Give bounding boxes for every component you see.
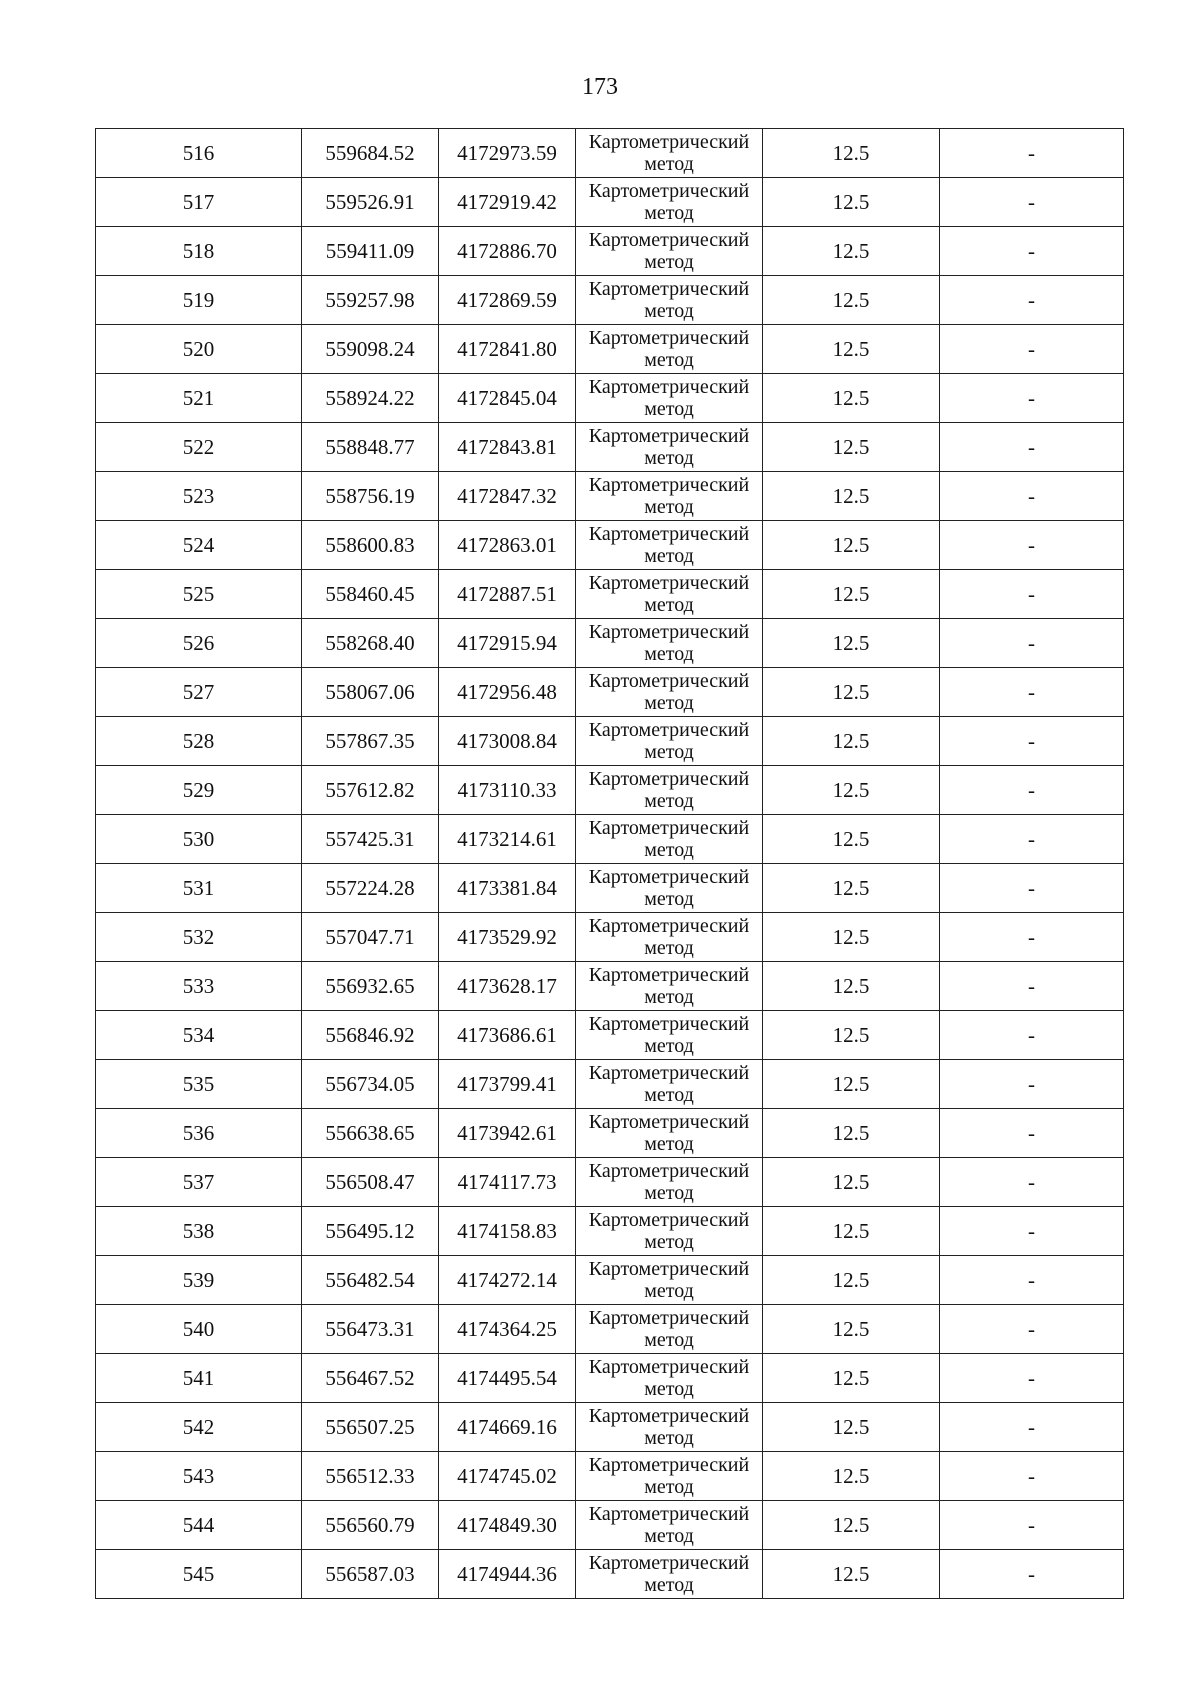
note-cell: - [940, 521, 1124, 570]
note-cell: - [940, 815, 1124, 864]
x-coordinate-cell: 559411.09 [302, 227, 439, 276]
method-label-line1: Картометрический [588, 915, 750, 937]
method-label-line2: метод [644, 447, 694, 469]
note-cell: - [940, 374, 1124, 423]
accuracy-cell: 12.5 [763, 1354, 940, 1403]
method-label-line1: Картометрический [588, 1405, 750, 1427]
table-row [96, 276, 1124, 325]
note-cell: - [940, 864, 1124, 913]
method-cell [576, 1256, 763, 1305]
method-label-line2: метод [644, 692, 694, 714]
table-row [96, 1060, 1124, 1109]
note-cell: - [940, 1060, 1124, 1109]
accuracy-cell: 12.5 [763, 1403, 940, 1452]
x-coordinate-cell: 557047.71 [302, 913, 439, 962]
method-cell [576, 1403, 763, 1452]
x-coordinate-cell: 556508.47 [302, 1158, 439, 1207]
accuracy-cell: 12.5 [763, 1256, 940, 1305]
x-coordinate-cell: 559684.52 [302, 129, 439, 178]
point-number-cell: 531 [96, 864, 302, 913]
note-cell: - [940, 962, 1124, 1011]
coordinates-table-body [96, 129, 1124, 1599]
note-cell: - [940, 1011, 1124, 1060]
y-coordinate-cell: 4173799.41 [439, 1060, 576, 1109]
x-coordinate-cell: 556467.52 [302, 1354, 439, 1403]
note-cell: - [940, 570, 1124, 619]
method-cell [576, 766, 763, 815]
table-row [96, 423, 1124, 472]
point-number-cell: 521 [96, 374, 302, 423]
method-label-line1: Картометрический [588, 1307, 750, 1329]
method-label-line2: метод [644, 1378, 694, 1400]
x-coordinate-cell: 557224.28 [302, 864, 439, 913]
accuracy-cell: 12.5 [763, 374, 940, 423]
method-label-line1: Картометрический [588, 768, 750, 790]
method-label-line1: Картометрический [588, 1111, 750, 1133]
y-coordinate-cell: 4172847.32 [439, 472, 576, 521]
y-coordinate-cell: 4173686.61 [439, 1011, 576, 1060]
method-label-line2: метод [644, 153, 694, 175]
accuracy-cell: 12.5 [763, 717, 940, 766]
note-cell: - [940, 1158, 1124, 1207]
method-label-line1: Картометрический [588, 376, 750, 398]
method-cell [576, 1158, 763, 1207]
y-coordinate-cell: 4172956.48 [439, 668, 576, 717]
accuracy-cell: 12.5 [763, 1158, 940, 1207]
point-number-cell: 534 [96, 1011, 302, 1060]
x-coordinate-cell: 559257.98 [302, 276, 439, 325]
note-cell: - [940, 1256, 1124, 1305]
y-coordinate-cell: 4174272.14 [439, 1256, 576, 1305]
y-coordinate-cell: 4174158.83 [439, 1207, 576, 1256]
method-cell [576, 1501, 763, 1550]
method-cell [576, 864, 763, 913]
method-cell [576, 472, 763, 521]
table-row [96, 374, 1124, 423]
x-coordinate-cell: 558600.83 [302, 521, 439, 570]
y-coordinate-cell: 4174745.02 [439, 1452, 576, 1501]
table-row [96, 619, 1124, 668]
y-coordinate-cell: 4174669.16 [439, 1403, 576, 1452]
method-label-line2: метод [644, 202, 694, 224]
method-label-line2: метод [644, 496, 694, 518]
accuracy-cell: 12.5 [763, 276, 940, 325]
table-row [96, 1305, 1124, 1354]
method-cell [576, 1452, 763, 1501]
x-coordinate-cell: 556560.79 [302, 1501, 439, 1550]
point-number-cell: 525 [96, 570, 302, 619]
table-row [96, 570, 1124, 619]
point-number-cell: 518 [96, 227, 302, 276]
accuracy-cell: 12.5 [763, 619, 940, 668]
method-label-line2: метод [644, 1280, 694, 1302]
point-number-cell: 541 [96, 1354, 302, 1403]
method-label-line1: Картометрический [588, 1209, 750, 1231]
method-label-line2: метод [644, 1329, 694, 1351]
accuracy-cell: 12.5 [763, 815, 940, 864]
method-label-line2: метод [644, 839, 694, 861]
y-coordinate-cell: 4172887.51 [439, 570, 576, 619]
point-number-cell: 540 [96, 1305, 302, 1354]
accuracy-cell: 12.5 [763, 570, 940, 619]
method-label-line1: Картометрический [588, 131, 750, 153]
point-number-cell: 520 [96, 325, 302, 374]
note-cell: - [940, 1207, 1124, 1256]
y-coordinate-cell: 4172869.59 [439, 276, 576, 325]
method-cell [576, 178, 763, 227]
note-cell: - [940, 1550, 1124, 1599]
method-label-line2: метод [644, 349, 694, 371]
method-label-line2: метод [644, 545, 694, 567]
note-cell: - [940, 766, 1124, 815]
table-row [96, 766, 1124, 815]
y-coordinate-cell: 4174364.25 [439, 1305, 576, 1354]
table-row [96, 1207, 1124, 1256]
x-coordinate-cell: 558848.77 [302, 423, 439, 472]
method-cell [576, 668, 763, 717]
method-cell [576, 1109, 763, 1158]
method-cell [576, 276, 763, 325]
y-coordinate-cell: 4172841.80 [439, 325, 576, 374]
note-cell: - [940, 1305, 1124, 1354]
note-cell: - [940, 227, 1124, 276]
table-row [96, 1403, 1124, 1452]
table-row [96, 717, 1124, 766]
coordinates-table [95, 128, 1124, 1599]
x-coordinate-cell: 556587.03 [302, 1550, 439, 1599]
accuracy-cell: 12.5 [763, 1550, 940, 1599]
method-cell [576, 717, 763, 766]
y-coordinate-cell: 4173110.33 [439, 766, 576, 815]
method-label-line1: Картометрический [588, 180, 750, 202]
point-number-cell: 532 [96, 913, 302, 962]
method-cell [576, 1550, 763, 1599]
method-label-line1: Картометрический [588, 1013, 750, 1035]
table-row [96, 1011, 1124, 1060]
accuracy-cell: 12.5 [763, 129, 940, 178]
y-coordinate-cell: 4172843.81 [439, 423, 576, 472]
method-label-line2: метод [644, 251, 694, 273]
method-label-line2: метод [644, 1476, 694, 1498]
method-label-line1: Картометрический [588, 670, 750, 692]
accuracy-cell: 12.5 [763, 1060, 940, 1109]
method-label-line1: Картометрический [588, 719, 750, 741]
y-coordinate-cell: 4174849.30 [439, 1501, 576, 1550]
accuracy-cell: 12.5 [763, 325, 940, 374]
table-row [96, 1109, 1124, 1158]
table-row [96, 129, 1124, 178]
x-coordinate-cell: 556495.12 [302, 1207, 439, 1256]
method-label-line2: метод [644, 1574, 694, 1596]
table-row [96, 1354, 1124, 1403]
table-row [96, 227, 1124, 276]
y-coordinate-cell: 4174944.36 [439, 1550, 576, 1599]
method-label-line1: Картометрический [588, 572, 750, 594]
note-cell: - [940, 276, 1124, 325]
note-cell: - [940, 1501, 1124, 1550]
method-label-line1: Картометрический [588, 327, 750, 349]
method-label-line1: Картометрический [588, 523, 750, 545]
method-label-line1: Картометрический [588, 1356, 750, 1378]
method-cell [576, 325, 763, 374]
x-coordinate-cell: 558460.45 [302, 570, 439, 619]
x-coordinate-cell: 556482.54 [302, 1256, 439, 1305]
method-label-line1: Картометрический [588, 425, 750, 447]
point-number-cell: 542 [96, 1403, 302, 1452]
note-cell: - [940, 423, 1124, 472]
point-number-cell: 544 [96, 1501, 302, 1550]
table-row [96, 1550, 1124, 1599]
method-label-line1: Картометрический [588, 229, 750, 251]
x-coordinate-cell: 556512.33 [302, 1452, 439, 1501]
method-label-line1: Картометрический [588, 817, 750, 839]
point-number-cell: 529 [96, 766, 302, 815]
y-coordinate-cell: 4174117.73 [439, 1158, 576, 1207]
x-coordinate-cell: 558924.22 [302, 374, 439, 423]
table-row [96, 864, 1124, 913]
x-coordinate-cell: 559526.91 [302, 178, 439, 227]
accuracy-cell: 12.5 [763, 227, 940, 276]
method-cell [576, 374, 763, 423]
method-label-line2: метод [644, 790, 694, 812]
x-coordinate-cell: 556507.25 [302, 1403, 439, 1452]
method-cell [576, 521, 763, 570]
method-cell [576, 1354, 763, 1403]
method-label-line1: Картометрический [588, 1062, 750, 1084]
method-label-line2: метод [644, 1035, 694, 1057]
y-coordinate-cell: 4173628.17 [439, 962, 576, 1011]
accuracy-cell: 12.5 [763, 668, 940, 717]
method-cell [576, 1011, 763, 1060]
x-coordinate-cell: 556932.65 [302, 962, 439, 1011]
table-row [96, 1256, 1124, 1305]
y-coordinate-cell: 4173529.92 [439, 913, 576, 962]
y-coordinate-cell: 4172919.42 [439, 178, 576, 227]
point-number-cell: 538 [96, 1207, 302, 1256]
x-coordinate-cell: 559098.24 [302, 325, 439, 374]
x-coordinate-cell: 558756.19 [302, 472, 439, 521]
point-number-cell: 523 [96, 472, 302, 521]
method-cell [576, 1305, 763, 1354]
note-cell: - [940, 1354, 1124, 1403]
note-cell: - [940, 668, 1124, 717]
method-label-line1: Картометрический [588, 278, 750, 300]
x-coordinate-cell: 557867.35 [302, 717, 439, 766]
accuracy-cell: 12.5 [763, 962, 940, 1011]
method-cell [576, 1207, 763, 1256]
y-coordinate-cell: 4172886.70 [439, 227, 576, 276]
point-number-cell: 537 [96, 1158, 302, 1207]
accuracy-cell: 12.5 [763, 472, 940, 521]
y-coordinate-cell: 4172915.94 [439, 619, 576, 668]
accuracy-cell: 12.5 [763, 178, 940, 227]
x-coordinate-cell: 557425.31 [302, 815, 439, 864]
method-cell [576, 570, 763, 619]
note-cell: - [940, 325, 1124, 374]
table-row [96, 1158, 1124, 1207]
note-cell: - [940, 913, 1124, 962]
y-coordinate-cell: 4172973.59 [439, 129, 576, 178]
method-label-line2: метод [644, 741, 694, 763]
method-label-line2: метод [644, 1084, 694, 1106]
table-row [96, 962, 1124, 1011]
point-number-cell: 533 [96, 962, 302, 1011]
y-coordinate-cell: 4174495.54 [439, 1354, 576, 1403]
x-coordinate-cell: 556638.65 [302, 1109, 439, 1158]
point-number-cell: 539 [96, 1256, 302, 1305]
method-label-line1: Картометрический [588, 474, 750, 496]
method-cell [576, 815, 763, 864]
accuracy-cell: 12.5 [763, 766, 940, 815]
method-label-line2: метод [644, 300, 694, 322]
table-row [96, 1452, 1124, 1501]
note-cell: - [940, 472, 1124, 521]
point-number-cell: 530 [96, 815, 302, 864]
point-number-cell: 535 [96, 1060, 302, 1109]
method-cell [576, 423, 763, 472]
y-coordinate-cell: 4173381.84 [439, 864, 576, 913]
accuracy-cell: 12.5 [763, 1011, 940, 1060]
accuracy-cell: 12.5 [763, 864, 940, 913]
method-label-line2: метод [644, 937, 694, 959]
method-label-line2: метод [644, 1427, 694, 1449]
method-label-line2: метод [644, 888, 694, 910]
y-coordinate-cell: 4172863.01 [439, 521, 576, 570]
note-cell: - [940, 178, 1124, 227]
accuracy-cell: 12.5 [763, 1109, 940, 1158]
method-label-line1: Картометрический [588, 1454, 750, 1476]
x-coordinate-cell: 557612.82 [302, 766, 439, 815]
x-coordinate-cell: 556473.31 [302, 1305, 439, 1354]
note-cell: - [940, 1452, 1124, 1501]
y-coordinate-cell: 4173008.84 [439, 717, 576, 766]
method-label-line2: метод [644, 1525, 694, 1547]
point-number-cell: 517 [96, 178, 302, 227]
point-number-cell: 516 [96, 129, 302, 178]
table-row [96, 325, 1124, 374]
table-row [96, 668, 1124, 717]
point-number-cell: 536 [96, 1109, 302, 1158]
point-number-cell: 545 [96, 1550, 302, 1599]
accuracy-cell: 12.5 [763, 1305, 940, 1354]
table-row [96, 178, 1124, 227]
method-cell [576, 619, 763, 668]
x-coordinate-cell: 558268.40 [302, 619, 439, 668]
note-cell: - [940, 717, 1124, 766]
point-number-cell: 524 [96, 521, 302, 570]
point-number-cell: 519 [96, 276, 302, 325]
accuracy-cell: 12.5 [763, 913, 940, 962]
method-label-line2: метод [644, 986, 694, 1008]
table-row [96, 521, 1124, 570]
point-number-cell: 543 [96, 1452, 302, 1501]
note-cell: - [940, 1403, 1124, 1452]
method-label-line1: Картометрический [588, 1160, 750, 1182]
point-number-cell: 527 [96, 668, 302, 717]
method-label-line2: метод [644, 398, 694, 420]
method-label-line1: Картометрический [588, 866, 750, 888]
accuracy-cell: 12.5 [763, 521, 940, 570]
method-label-line2: метод [644, 643, 694, 665]
method-label-line1: Картометрический [588, 1552, 750, 1574]
method-cell [576, 227, 763, 276]
page-number: 173 [582, 74, 618, 100]
y-coordinate-cell: 4173942.61 [439, 1109, 576, 1158]
method-cell [576, 962, 763, 1011]
method-cell [576, 913, 763, 962]
table-row [96, 1501, 1124, 1550]
x-coordinate-cell: 558067.06 [302, 668, 439, 717]
note-cell: - [940, 1109, 1124, 1158]
accuracy-cell: 12.5 [763, 1452, 940, 1501]
method-label-line1: Картометрический [588, 621, 750, 643]
point-number-cell: 522 [96, 423, 302, 472]
table-row [96, 913, 1124, 962]
table-row [96, 472, 1124, 521]
x-coordinate-cell: 556734.05 [302, 1060, 439, 1109]
method-label-line1: Картометрический [588, 1503, 750, 1525]
note-cell: - [940, 129, 1124, 178]
y-coordinate-cell: 4173214.61 [439, 815, 576, 864]
x-coordinate-cell: 556846.92 [302, 1011, 439, 1060]
method-label-line2: метод [644, 1231, 694, 1253]
method-label-line1: Картометрический [588, 1258, 750, 1280]
table-row [96, 815, 1124, 864]
method-label-line2: метод [644, 594, 694, 616]
method-label-line1: Картометрический [588, 964, 750, 986]
accuracy-cell: 12.5 [763, 1501, 940, 1550]
point-number-cell: 526 [96, 619, 302, 668]
accuracy-cell: 12.5 [763, 423, 940, 472]
method-label-line2: метод [644, 1133, 694, 1155]
method-cell [576, 1060, 763, 1109]
point-number-cell: 528 [96, 717, 302, 766]
y-coordinate-cell: 4172845.04 [439, 374, 576, 423]
accuracy-cell: 12.5 [763, 1207, 940, 1256]
note-cell: - [940, 619, 1124, 668]
method-label-line2: метод [644, 1182, 694, 1204]
method-cell [576, 129, 763, 178]
